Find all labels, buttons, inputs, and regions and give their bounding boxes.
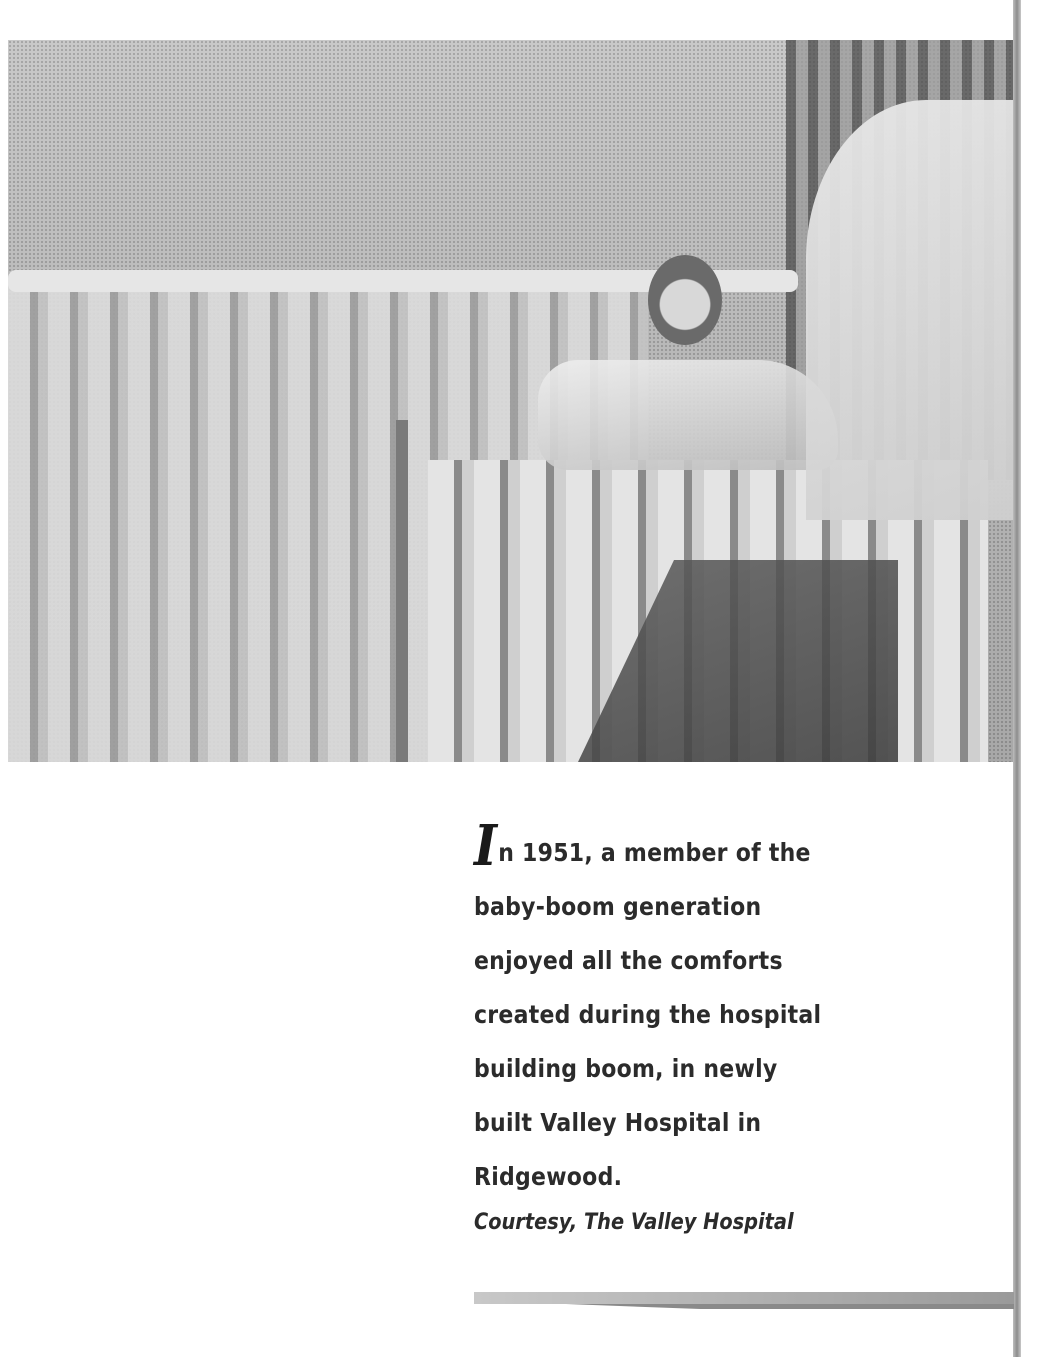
decorative-rule-lower <box>566 1304 1014 1309</box>
photo-credit: Courtesy, The Valley Hospital <box>474 1210 794 1235</box>
decorative-rule <box>474 1292 1014 1304</box>
caption-line-7: Ridgewood. <box>474 1162 623 1191</box>
caption-line-6: built Valley Hospital in <box>474 1108 762 1137</box>
caption-line-5: building boom, in newly <box>474 1054 778 1083</box>
photo-crib-post <box>396 420 408 762</box>
caption-line-2: baby-boom generation <box>474 892 762 921</box>
caption-line-1 <box>474 813 844 880</box>
photo-blanket <box>538 360 838 470</box>
nursery-photograph <box>8 40 1016 762</box>
photo-baby <box>648 255 722 345</box>
caption-line-1-text: n 1951, a member of the <box>498 838 811 867</box>
caption-line-4: created during the hospital <box>474 1000 822 1029</box>
drop-cap: I <box>474 813 498 879</box>
page-edge-shadow <box>1013 0 1021 1357</box>
photo-nurse <box>806 100 1016 520</box>
caption-line-3: enjoyed all the comforts <box>474 946 783 975</box>
photo-caption <box>474 813 894 1204</box>
